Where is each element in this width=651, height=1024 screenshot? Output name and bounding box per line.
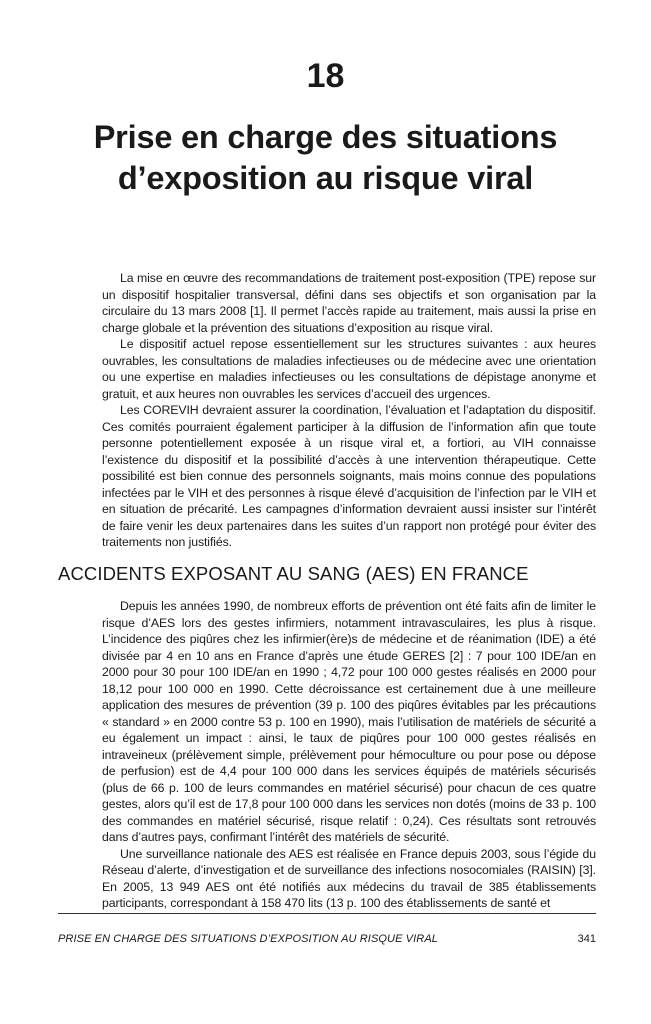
intro-text bbox=[102, 270, 596, 551]
section-paragraph-2: Une surveillance nationale des AES est réalisée en France depuis 2003, sous l’égide du Réseau d’alerte, d’investigation et de surveillance des infections nosocomiales (RAISIN) [3]. En 2005, 13 949 AES ont été notifiés aux médecins du travail de 385 établissements participants, correspondant à 158 470 lits (13 p. 100 des établissements de santé et bbox=[102, 846, 596, 910]
footer-divider bbox=[58, 913, 596, 914]
section-heading: ACCIDENTS EXPOSANT AU SANG (AES) EN FRANCE bbox=[58, 563, 529, 584]
intro-paragraph-3: Les COREVIH devraient assurer la coordination, l’évaluation et l’adaptation du dispositif. Ces comités pourraient également participer à la diffusion de l’information afin que toute personne potentiellement exposée à un risque viral et, a fortiori, au VIH connaisse l’existence du dispositif et la possibilité d’accès à une intervention thérapeutique. Cette possibilité est bien connue des personnels soignants, mais moins connue des populations infectées par le VIH et des personnes à risque élevé d’acquisition de l’infection par le VIH et en situation de précarité. Les campagnes d’information devraient aussi insister sur l’intérêt de faire venir les deux partenaires dans les suites d’un rapport non protégé pour éviter des traitements non justifiés. bbox=[102, 403, 596, 549]
chapter-title: Prise en charge des situations d’exposition au risque viral bbox=[93, 119, 558, 196]
page-number: 341 bbox=[577, 933, 596, 945]
section-paragraph-1: Depuis les années 1990, de nombreux efforts de prévention ont été faits afin de limiter le risque d’AES lors des gestes infirmiers, notamment intravasculaires, les plus à risque. L’incidence des piqûres chez les infirmier(ère)s de médecine et de réanimation (IDE) a été divisée par 4 en 10 ans en France d’après une étude GERES [2] : 7 pour 100 IDE/an en 2000 pour 30 pour 100 IDE/an en 1990 ; 4,72 pour 100 000 gestes réalisés en 2000 pour 18,12 pour 100 000 en 1990. Cette décroissance est certainement due à une meilleure application des mesures de prévention (39 p. 100 des piqûres évitables par les précautions « standard » en 2000 contre 53 p. 100 en 1990), mais l’utilisation de matériels de sécurité a eu également un impact : ainsi, le taux de piqûres pour 100 000 gestes réalisés en intraveineux (prélèvement simple, prélèvement pour hémoculture ou pour pose ou dépose de perfusion) est de 4,4 pour 100 000 dans les services équipés de matériels sécurisés (plus de 66 p. 100 de leurs commandes en matériel sécurisé) pour chacun de ces quatre gestes, alors qu’il est de 17,8 pour 100 000 dans les services non dotés (moins de 33 p. 100 des commandes en matériel sécurisé, risque relatif : 0,24). Ces résultats sont retrouvés dans d’autres pays, confirmant l’intérêt des matériels de sécurité. bbox=[102, 599, 596, 844]
intro-paragraph-1: La mise en œuvre des recommandations de traitement post-exposition (TPE) repose sur un dispositif hospitalier transversal, défini dans ses objectifs et son organisation par la circulaire du 13 mars 2008 [1]. Il permet l’accès rapide au traitement, mais aussi la prise en charge globale et la prévention des situations d’exposition au risque viral. bbox=[102, 271, 596, 335]
chapter-number: 18 bbox=[306, 57, 345, 95]
intro-paragraph-2: Le dispositif actuel repose essentiellement sur les structures suivantes : aux heures ouvrables, les consultations de maladies infectieuses ou de médecine avec une orientation ou une expertise en maladies infectieuses ou les consultations de dépistage anonyme et gratuit, et aux heures non ouvrables les services d’accueil des urgences. bbox=[102, 337, 596, 401]
running-title: PRISE EN CHARGE DES SITUATIONS D’EXPOSITION AU RISQUE VIRAL bbox=[58, 933, 438, 945]
section-text bbox=[102, 598, 596, 912]
